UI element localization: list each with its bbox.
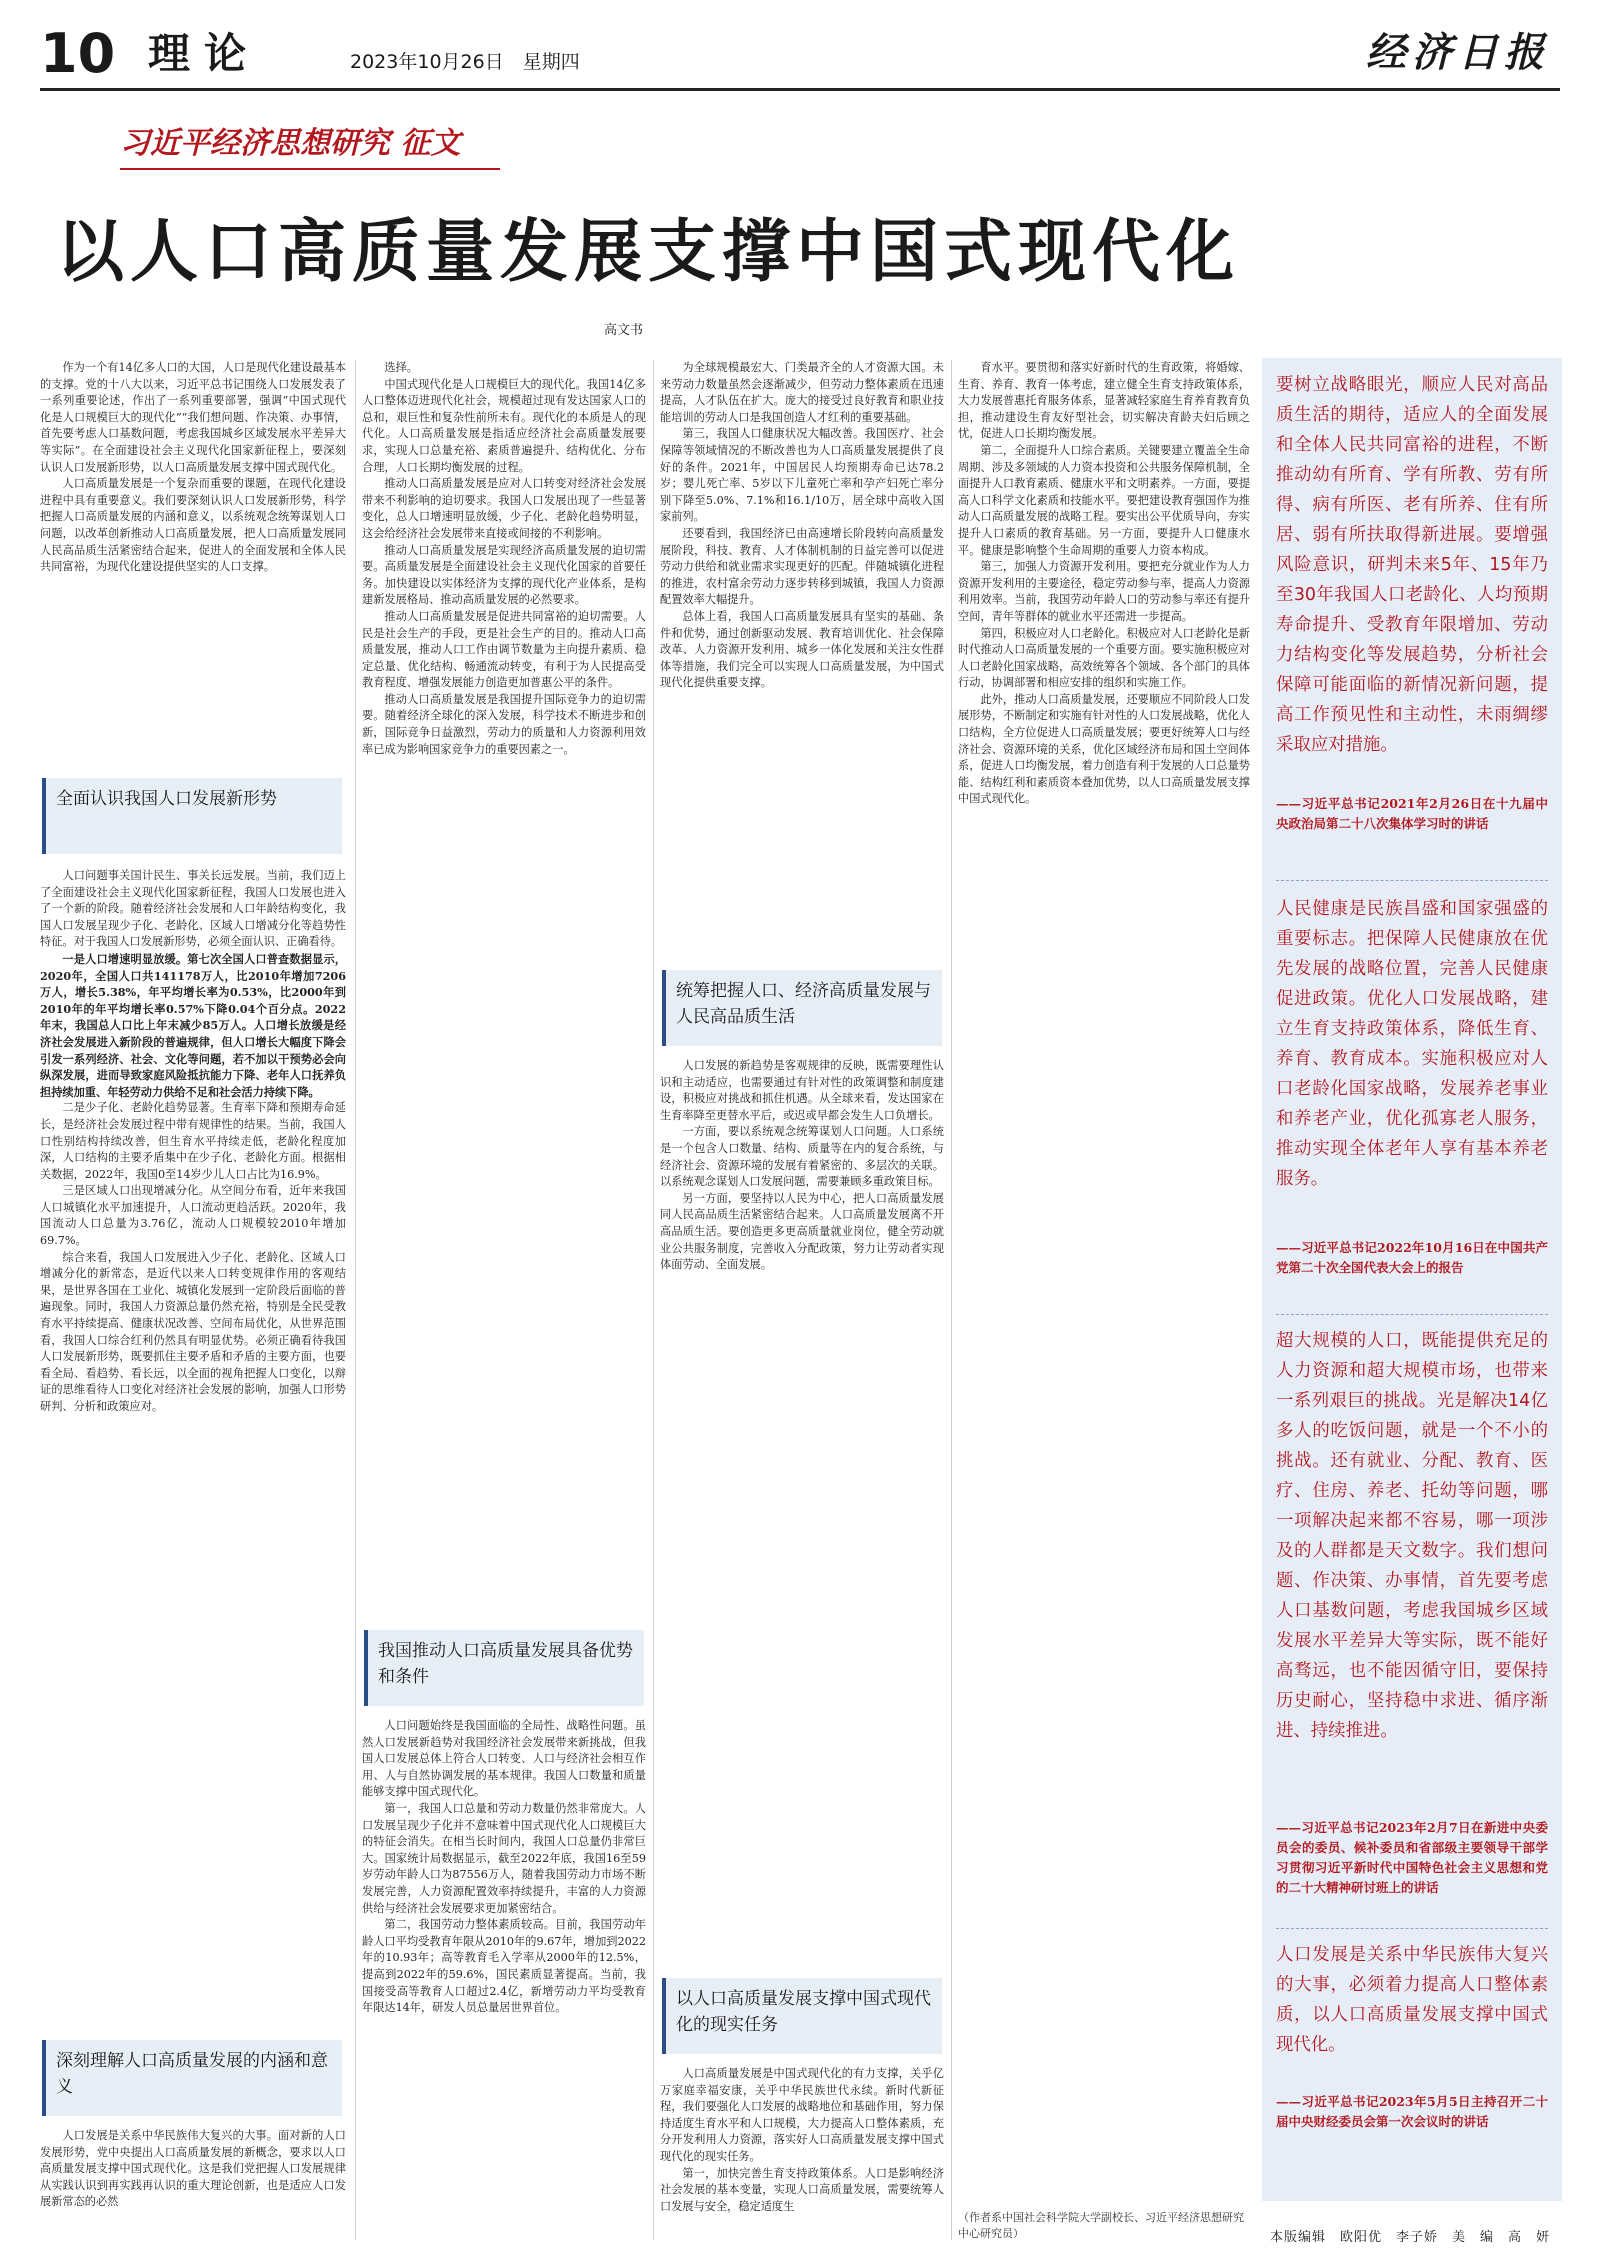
sidebar-quote: 要树立战略眼光，顺应人民对高品质生活的期待，适应人的全面发展和全体人民共同富裕的进程，不断推动幼有所育、学有所教、劳有所得、病有所医、老有所养、住有所居、弱有所扶取得新进展。要增强风险意识，研判未来5年、15年乃至30年我国人口老龄化、人均预期寿命提升、受教育年限增加、劳动力结构变化等发展趋势，分析社会保障可能面临的新情况新问题，提高工作预见性和主动性，未雨绸缪采取应对措施。	[1276, 375, 1548, 755]
paragraph: 第一，我国人口总量和劳动力数量仍然非常庞大。人口发展呈现少子化并不意味着中国式现代化人口规模巨大的特征会消失。在相当长时间内，我国人口总量仍非常巨大。国家统计局数据显示，截至2022年底，我国16至59岁劳动年龄人口为87556万人，随着我国劳动力市场不断发展完善，人力资源配置效率持续提升，丰富的人力资源供给与经济社会发展要求更加紧密结合。	[362, 1801, 646, 1915]
subhead-advantages: 我国推动人口高质量发展具备优势和条件	[364, 1630, 644, 1706]
author-byline: 高文书	[604, 323, 644, 338]
masthead-logo: 经济日报	[1366, 29, 1550, 76]
paragraph: 选择。	[384, 361, 418, 374]
subhead-overall-planning: 统筹把握人口、经济高质量发展与人民高品质生活	[662, 970, 942, 1046]
body-column-3c	[660, 2066, 944, 2238]
banner-underline	[120, 168, 500, 170]
body-column-2b	[362, 1718, 646, 2238]
paragraph: 一方面，要以系统观念统筹谋划人口问题。人口系统是一个包含人口数量、结构、质量等在内的复合系统，与经济社会、资源环境的发展有着紧密的、多层次的关联。以系统观念谋划人口发展问题，需要兼顾多重政策目标。	[660, 1125, 944, 1189]
body-column-4	[958, 360, 1250, 2200]
author-note: （作者系中国社会科学院大学副校长、习近平经济思想研究中心研究员）	[958, 2211, 1244, 2240]
quote-sidebar	[1262, 358, 1562, 2201]
editor-credits: 本版编辑 欧阳优 李子娇 美 编 高 妍	[1269, 2230, 1550, 2245]
body-column-1	[40, 360, 346, 770]
paragraph: 推动人口高质量发展是实现经济高质量发展的迫切需要。高质量发展是全面建设社会主义现代化国家的首要任务。加快建设以实体经济为支撑的现代化产业体系，是构建新发展格局、推动高质量发展的必然要求。	[362, 543, 646, 607]
paragraph: 第三，加强人力资源开发利用。要把充分就业作为人力资源开发利用的主要途径，稳定劳动参与率，提高人力资源利用效率。当前，我国劳动年龄人口的劳动参与率还有提升空间，青年等群体的就业水平还需进一步提高。	[958, 560, 1250, 623]
body-column-1b	[40, 868, 346, 2098]
paragraph: 第三，我国人口健康状况大幅改善。我国医疗、社会保障等领域情况的不断改善也为人口高质量发展提供了良好的条件。2021年，中国居民人均预期寿命已达78.2岁；婴儿死亡率、5岁以下儿童死亡率和孕产妇死亡率分别下降至5.0%、7.1%和16.1/10万，居全球中高收入国家前列。	[660, 427, 944, 524]
column-banner: 习近平经济思想研究 征文	[120, 126, 461, 161]
subhead-new-situation: 全面认识我国人口发展新形势	[42, 778, 342, 854]
paragraph: 一是人口增速明显放缓。第七次全国人口普查数据显示，2020年，全国人口共141178万人，比2010年增加7206万人，增长5.38%，年平均增长率为0.53%，比2000年到2010年的年平均增长率0.57%下降0.04个百分点。2022年末，我国总人口比上年末减少85万人。人口增长放缓是经济社会发展进入新阶段的普遍规律，但人口增长大幅度下降会引发一系列经济、社会、文化等问题，若不加以干预势必会向纵深发展，进而导致家庭风险抵抗能力下降、老年人口抚养负担持续加重、年轻劳动力供给不足和社会活力持续下降。	[40, 951, 346, 1099]
sidebar-quote: 超大规模的人口，既能提供充足的人力资源和超大规模市场，也带来一系列艰巨的挑战。光是解决14亿多人的吃饭问题，就是一个不小的挑战。还有就业、分配、教育、医疗、住房、养老、托幼等问题，哪一项解决起来都不容易，哪一项涉及的人群都是天文数字。我们想问题、作决策、办事情，首先要考虑人口基数问题，考虑我国城乡区域发展水平差异大等实际，既不能好高骛远，也不能因循守旧，要保持历史耐心，坚持稳中求进、循序渐进、持续推进。	[1276, 1331, 1548, 1741]
column-divider	[355, 360, 356, 2240]
sidebar-quote: 人口发展是关系中华民族伟大复兴的大事，必须着力提高人口整体素质，以人口高质量发展支撑中国式现代化。	[1276, 1945, 1548, 2055]
paragraph: 总体上看，我国人口高质量发展具有坚实的基础、条件和优势，通过创新驱动发展、教育培训优化、社会保障改革、人力资源开发利用、城乡一体化发展和关注女性群体等措施，我们完全可以实现人口高质量发展，为中国式现代化提供重要支撑。	[660, 609, 944, 690]
paragraph: 第四，积极应对人口老龄化。积极应对人口老龄化是新时代推动人口高质量发展的一个重要方面。要实施积极应对人口老龄化国家战略，高效统筹各个领域、各个部门的具体行动，协调部署和相应安排的组织和实施工作。	[958, 626, 1250, 690]
paragraph: 人口高质量发展是一个复杂而重要的课题，在现代化建设进程中具有重要意义。我们要深刻认识人口发展新形势，科学把握人口高质量发展的内涵和意义，以系统观念统筹谋划人口问题，以改革创新推动人口高质量发展，把人口高质量发展同人民高品质生活紧密结合起来，促进人的全面发展和全体人民共同富裕，为现代化建设提供坚实的人口支撑。	[40, 477, 346, 574]
subhead-tasks: 以人口高质量发展支撑中国式现代化的现实任务	[662, 1978, 942, 2054]
subhead-connotation: 深刻理解人口高质量发展的内涵和意义	[42, 2040, 342, 2116]
paragraph: 此外，推动人口高质量发展，还要顺应不同阶段人口发展形势，不断制定和实施有针对性的人口发展战略，优化人口结构，全方位促进人口高质量发展；要更好统筹人口与经济社会、资源环境的关系，优化区域经济布局和国土空间体系，促进人口均衡发展，着力创造有利于发展的人口总量势能、结构红利和素质资本叠加优势，以人口高质量发展支撑中国式现代化。	[958, 692, 1250, 806]
paragraph: 人口高质量发展是中国式现代化的有力支撑，关乎亿万家庭幸福安康，关乎中华民族世代永续。新时代新征程，我们要强化人口发展的战略地位和基础作用，努力保持适度生育水平和人口规模，大力提高人口整体素质，充分开发利用人力资源，落实好人口高质量发展支撑中国式现代化的现实任务。	[660, 2067, 944, 2163]
paragraph: 人口问题始终是我国面临的全局性、战略性问题。虽然人口发展新趋势对我国经济社会发展带来新挑战，但我国人口发展总体上符合人口转变、人口与经济社会相互作用、人与自然协调发展的基本规律。我国人口数量和质量能够支撑中国式现代化。	[362, 1719, 646, 1799]
paragraph: 推动人口高质量发展是应对人口转变对经济社会发展带来不利影响的迫切要求。我国人口发展出现了一些显著变化，总人口增速明显放缓，少子化、老龄化趋势明显，这会给经济社会发展带来直接或间接的不利影响。	[362, 477, 646, 540]
paragraph: 推动人口高质量发展是促进共同富裕的迫切需要。人民是社会生产的手段，更是社会生产的目的。推动人口高质量发展，推动人口工作由调节数量为主向提升素质、稳定总量、优化结构、畅通流动转变，有利于为人民提高受教育程度、增强发展能力创造更加普惠公平的条件。	[362, 609, 646, 690]
quote-divider	[1276, 1928, 1548, 1929]
issue-date: 2023年10月26日 星期四	[350, 51, 580, 73]
quote-source: ——习近平总书记2021年2月26日在十九届中央政治局第二十八次集体学习时的讲话	[1276, 796, 1548, 831]
paragraph: 第二，全面提升人口综合素质。关键要建立覆盖全生命周期、涉及多领域的人力资本投资和公共服务保障机制，全面提升人口教育素质、健康水平和文明素养。一方面，要提高人口科学文化素质和技能水平。要把建设教育强国作为推动人口高质量发展的战略工程。要实出公平优质导向，夯实提升人口素质的教育基础。另一方面，要提升人口健康水平。健康是影响整个生命周期的重要人力资本构成。	[958, 443, 1250, 557]
body-column-3	[660, 360, 944, 960]
paragraph: 为全球规模最宏大、门类最齐全的人才资源大国。未来劳动力数量虽然会逐渐减少，但劳动力整体素质在迅速提高，人才队伍在扩大。庞大的接受过良好教育和职业技能培训的劳动人口是我国创造人才红利的重要基础。	[660, 361, 944, 424]
quote-source: ——习近平总书记2022年10月16日在中国共产党第二十次全国代表大会上的报告	[1276, 1240, 1548, 1275]
page-number: 10	[40, 22, 116, 85]
paragraph: 人口问题事关国计民生、事关长远发展。当前，我们迈上了全面建设社会主义现代化国家新征程，我国人口发展也进入了一个新的阶段。随着经济社会发展和人口年龄结构变化，我国人口发展呈现少子化、老龄化、区域人口增减分化等趋势性特征。对于我国人口发展新形势，必须全面认识、正确看待。	[40, 869, 346, 949]
paragraph: 推动人口高质量发展是我国提升国际竞争力的迫切需要。随着经济全球化的深入发展，科学技术不断进步和创新，国际竞争日益激烈，劳动力的质量和人力资源利用效率已成为影响国家竞争力的重要因素之一。	[362, 692, 646, 756]
paragraph: 综合来看，我国人口发展进入少子化、老龄化、区域人口增减分化的新常态，是近代以来人口转变规律作用的客观结果，是世界各国在工业化、城镇化发展到一定阶段后面临的普遍现象。同时，我国人力资源总量仍然充裕，特别是全民受教育水平持续提高、健康状况改善、空间布局优化，从世界范围看，我国人口综合红利仍然具有明显优势。必须正确看待我国人口发展新形势，既要抓住主要矛盾和矛盾的主要方面，也要看全局、看趋势、看长远，以全面的视角把握人口变化，以辩证的思维看待人口变化对经济社会发展的影响，加强人口形势研判、分析和政策应对。	[40, 1250, 346, 1413]
body-column-2	[362, 360, 646, 1622]
paragraph: 人口发展是关系中华民族伟大复兴的大事。面对新的人口发展形势，党中央提出人口高质量发展的新概念，要求以人口高质量发展支撑中国式现代化。这是我们党把握人口发展规律从实践认识到再实践再认识的重大理论创新，也是适应人口发展新常态的必然	[40, 2129, 346, 2209]
paragraph: 二是少子化、老龄化趋势显著。生育率下降和预期寿命延长，是经济社会发展过程中带有规律性的结果。当前，我国人口性别结构持续改善，但生育水平持续走低，老龄化程度加深，人口结构的主要矛盾集中在少子化、老龄化方面。根据相关数据，2022年，我国0至14岁少儿人口占比为16.9%。	[40, 1101, 346, 1181]
paragraph: 第一，加快完善生育支持政策体系。人口是影响经济社会发展的基本变量，实现人口高质量发展，需要统筹人口发展与安全，稳定适度生	[660, 2166, 944, 2213]
quote-source: ——习近平总书记2023年2月7日在新进中央委员会的委员、候补委员和省部级主要领导干部学习贯彻习近平新时代中国特色社会主义思想和党的二十大精神研讨班上的讲话	[1276, 1820, 1548, 1895]
paragraph: 三是区域人口出现增减分化。从空间分布看，近年来我国人口城镇化水平加速提升，人口流动更趋活跃。2020年，我国流动人口总量为3.76亿，流动人口规模较2010年增加69.7%。	[40, 1184, 346, 1248]
paragraph: 另一方面，要坚持以人民为中心，把人口高质量发展同人民高品质生活紧密结合起来。人口高质量发展离不开高品质生活。要创造更多更高质量就业岗位，健全劳动就业公共服务制度，完善收入分配政策，努力让劳动者实现体面劳动、全面发展。	[660, 1191, 944, 1272]
body-column-3b	[660, 1058, 944, 1958]
quote-divider	[1276, 1314, 1548, 1315]
body-column-1c	[40, 2128, 346, 2238]
paragraph: 人口发展的新趋势是客观规律的反映，既需要理性认识和主动适应，也需要通过有针对性的政策调整和制度建设，积极应对挑战和抓住机遇。从全球来看，发达国家在生育率降至更替水平后，或迟或早都会发生人口负增长。	[660, 1059, 944, 1122]
page-header	[40, 22, 1560, 91]
paragraph: 作为一个有14亿多人口的大国，人口是现代化建设最基本的支撑。党的十八大以来，习近平总书记围绕人口发展发表了一系列重要论述，作出了一系列重要部署，强调“中国式现代化是人口规模巨大的现代化”“我们想问题、作决策、办事情，首先要考虑人口基数问题，考虑我国城乡区域发展水平差异大等实际”。在全面建设社会主义现代化国家新征程上，要深刻认识人口发展新形势，以人口高质量发展支撑中国式现代化。	[40, 361, 346, 474]
article-headline: 以人口高质量发展支撑中国式现代化	[56, 213, 1241, 292]
column-divider	[653, 360, 654, 2240]
quote-divider	[1276, 880, 1548, 881]
quote-source: ——习近平总书记2023年5月5日主持召开二十届中央财经委员会第一次会议时的讲话	[1276, 2094, 1548, 2129]
paragraph: 育水平。要贯彻和落实好新时代的生育政策，将婚嫁、生育、养育、教育一体考虑，建立健全生育支持政策体系，大力发展普惠托育服务体系，显著减轻家庭生育养育教育负担，推动建设生育友好型社会，切实解决育龄夫妇后顾之忧，促进人口长期均衡发展。	[958, 361, 1250, 441]
paragraph: 还要看到，我国经济已由高速增长阶段转向高质量发展阶段，科技、教育、人才体制机制的日益完善可以促进劳动力供给和就业需求实现更好的匹配。伴随城镇化进程的推进，农村富余劳动力逐步转移到城镇，我国人力资源配置效率大幅提升。	[660, 526, 944, 607]
paragraph: 第二，我国劳动力整体素质较高。目前，我国劳动年龄人口平均受教育年限从2010年的9.67年，增加到2022年的10.93年；高等教育毛入学率从2000年的12.5%，提高到2022年的59.6%，国民素质显著提高。当前，我国接受高等教育人口超过2.4亿，新增劳动力平均受教育年限达14年，研发人员总量居世界首位。	[362, 1918, 646, 2015]
paragraph: 中国式现代化是人口规模巨大的现代化。我国14亿多人口整体迈进现代化社会，规模超过现有发达国家人口的总和，艰巨性和复杂性前所未有。现代化的本质是人的现代化。人口高质量发展是指适应经济社会高质量发展要求，实现人口总量充裕、素质普遍提升、结构优化、分布合理，人口长期均衡发展的过程。	[362, 377, 646, 474]
column-divider	[951, 360, 952, 2240]
section-title: 理论	[148, 29, 261, 78]
sidebar-quote: 人民健康是民族昌盛和国家强盛的重要标志。把保障人民健康放在优先发展的战略位置，完善人民健康促进政策。优化人口发展战略，建立生育支持政策体系，降低生育、养育、教育成本。实施积极应对人口老龄化国家战略，发展养老事业和养老产业，优化孤寡老人服务，推动实现全体老年人享有基本养老服务。	[1276, 899, 1548, 1189]
